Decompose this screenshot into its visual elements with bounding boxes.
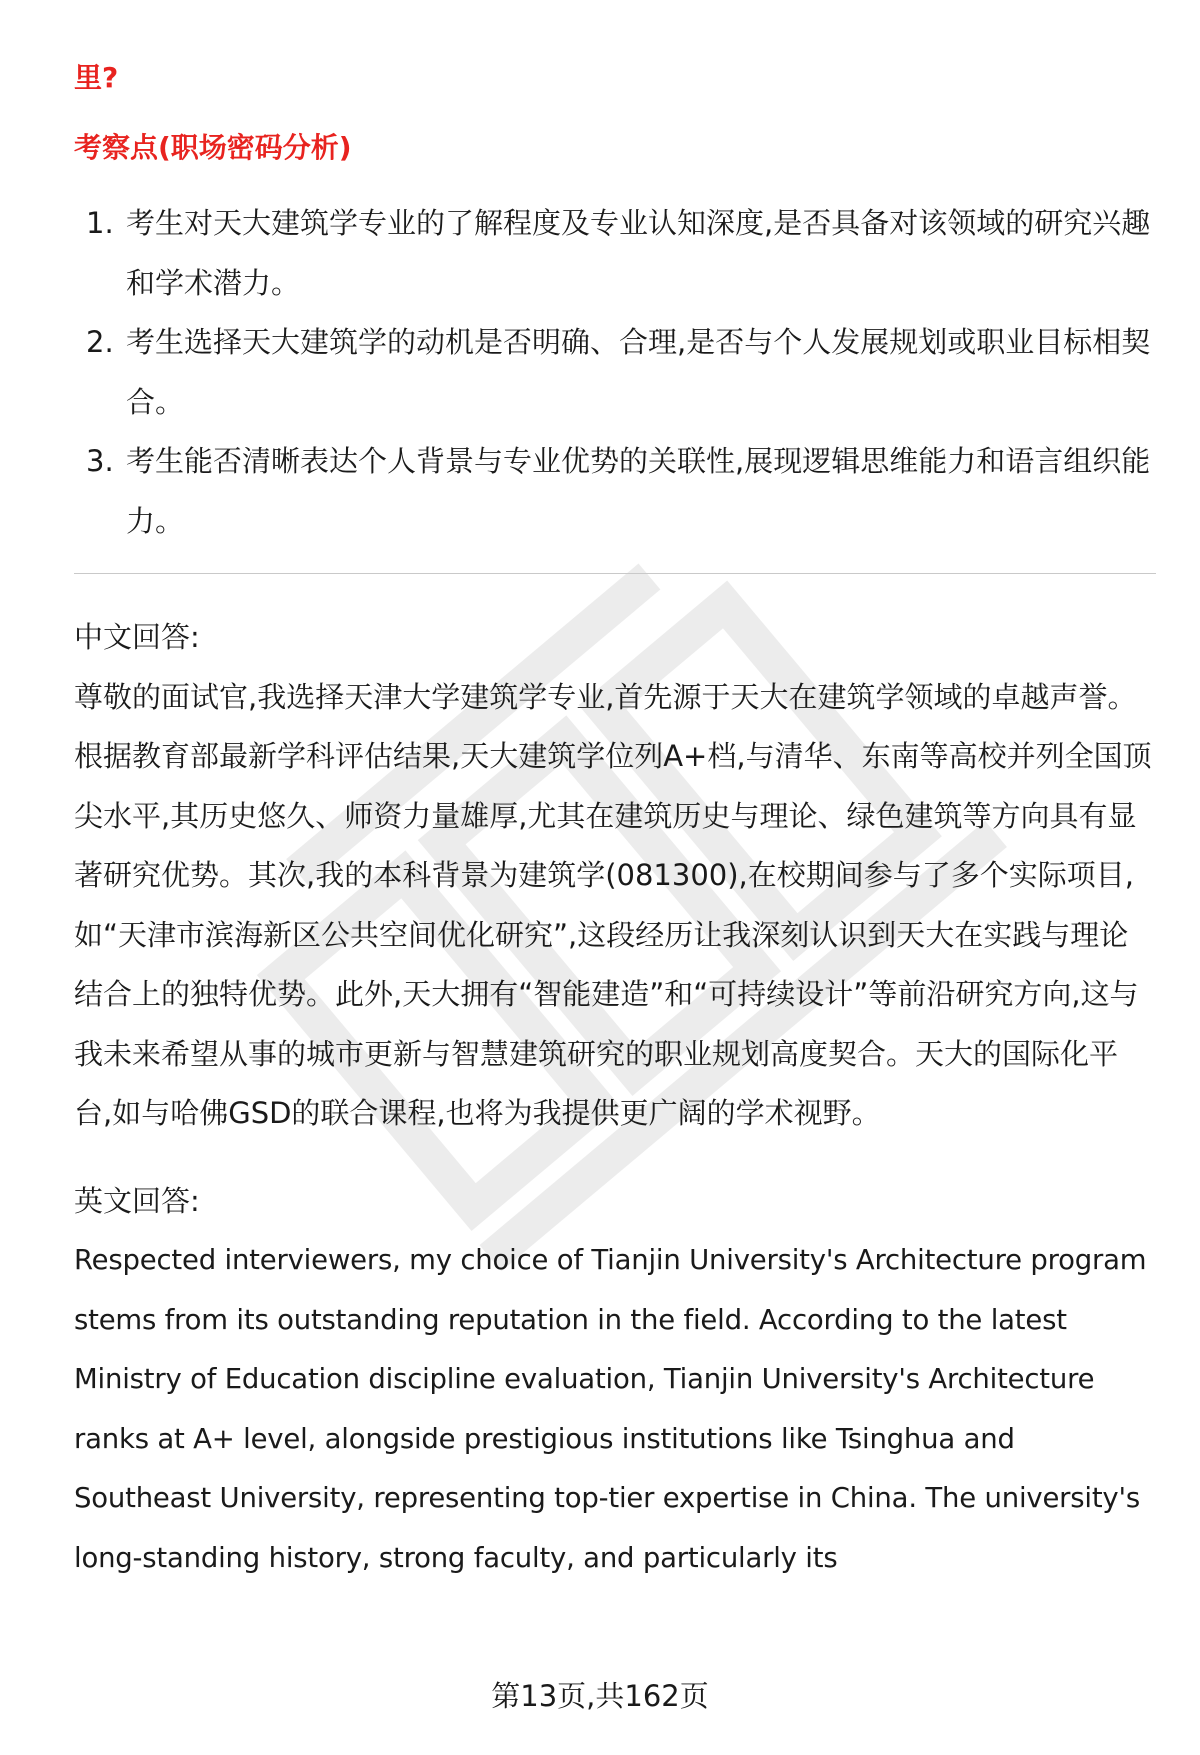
section-divider [74, 573, 1156, 574]
list-item [74, 313, 1156, 432]
chinese-answer-label: 中文回答: [74, 620, 200, 654]
list-item [74, 194, 1156, 313]
question-tail: 里? [74, 61, 119, 94]
english-answer-label: 英文回答: [74, 1183, 200, 1218]
list-item-number: 2. [86, 325, 114, 359]
assessment-points-list [74, 194, 1156, 551]
page-number: 第13页,共162页 [491, 1679, 709, 1713]
list-item-number: 1. [86, 206, 114, 240]
list-item-text: 考生对天大建筑学专业的了解程度及专业认知深度,是否具备对该领域的研究兴趣和学术潜力。 [126, 206, 1151, 300]
section-title: 考察点(职场密码分析) [74, 131, 352, 164]
list-item [74, 432, 1156, 551]
list-item-text: 考生能否清晰表达个人背景与专业优势的关联性,展现逻辑思维能力和语言组织能力。 [126, 444, 1151, 538]
list-item-number: 3. [86, 444, 114, 478]
chinese-answer-text: 尊敬的面试官,我选择天津大学建筑学专业,首先源于天大在建筑学领域的卓越声誉。根据教育部最新学科评估结果,天大建筑学位列A+档,与清华、东南等高校并列全国顶尖水平,其历史悠久、师资力量雄厚,尤其在建筑历史与理论、绿色建筑等方向具有显著研究优势。其次,我的本科背景为建筑学(081300),在校期间参与了多个实际项目,如“天津市滨海新区公共空间优化研究”,这段经历让我深刻认识到天大在实践与理论结合上的独特优势。此外,天大拥有“智能建造”和“可持续设计”等前沿研究方向,这与我未来希望从事的城市更新与智慧建筑研究的职业规划高度契合。天大的国际化平台,如与哈佛GSD的联合课程,也将为我提供更广阔的学术视野。 [74, 679, 1152, 1130]
list-item-text: 考生选择天大建筑学的动机是否明确、合理,是否与个人发展规划或职业目标相契合。 [126, 325, 1151, 419]
document-page [74, 58, 1156, 1588]
english-answer-text: Respected interviewers, my choice of Tianjin University's Architecture program stems from its outstanding reputation in the field. According to the latest Ministry of Education discipline evaluation, Tianjin University's Architecture ranks at A+ level, alongside prestigious institutions like Tsinghua and Southeast University, representing top-tier expertise in China. The university's long-standing history, strong faculty, and particularly its [74, 1244, 1147, 1574]
